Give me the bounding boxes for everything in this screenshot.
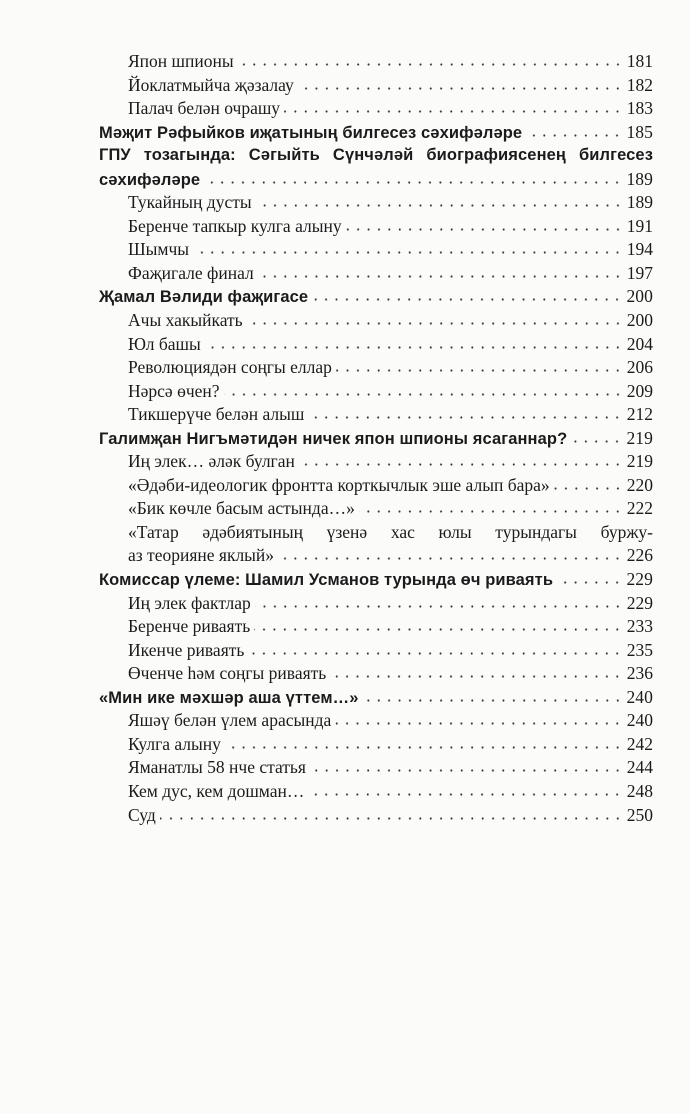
dot-leader [224, 393, 623, 396]
toc-entry-title: «Бик көчле басым астында…» [128, 498, 355, 519]
toc-subsection [99, 450, 653, 474]
dot-leader [310, 769, 623, 772]
toc-entry-title: Шымчы [128, 239, 190, 260]
dot-leader [335, 722, 622, 725]
dot-leader [193, 251, 623, 254]
toc-page-number: 185 [626, 121, 653, 142]
toc-subsection [99, 474, 653, 498]
toc-entry-title: Комиссар үлеме: Шамил Усманов турында өч риваять [99, 571, 554, 590]
dot-leader [557, 581, 622, 584]
toc-entry-title: Беренче тапкыр кулга алыну [128, 215, 342, 236]
toc-entry-title: Икенче риваять [128, 639, 245, 660]
toc-page-number: 219 [626, 427, 653, 448]
toc-page-number: 191 [626, 215, 653, 236]
dot-leader [330, 675, 622, 678]
dot-leader [312, 298, 622, 301]
toc-entry-title: Мәҗит Рәфыйков иҗатының билгесез сәхифәләре [99, 123, 523, 142]
toc-entry-title: «Мин ике мәхшәр аша үттем…» [99, 688, 359, 707]
toc-entry-title: Нәрсә өчен? [128, 380, 220, 401]
toc-page-number: 189 [626, 168, 653, 189]
toc-entry-title: сәхифәләре [99, 170, 201, 189]
toc-section [99, 285, 653, 309]
dot-leader [571, 440, 622, 443]
dot-leader [238, 63, 623, 66]
toc-entry-title: Палач белән очрашу [128, 98, 281, 119]
toc-page-number: 236 [626, 663, 653, 684]
toc-section [99, 121, 653, 145]
toc-entry-title: «Әдәби-идеологик фронтта корткычлык эше алып бара» [128, 474, 550, 495]
toc-entry-title: Фаҗигале финал [128, 262, 254, 283]
toc-page-number: 200 [626, 286, 653, 307]
dot-leader [284, 110, 623, 113]
toc-page-number: 197 [626, 262, 653, 283]
dot-leader [160, 817, 623, 820]
dot-leader [346, 228, 623, 231]
toc-entry-title: Яманатлы 58 нче статья [128, 757, 306, 778]
toc-entry-title: Кулга алыну [128, 733, 221, 754]
toc-page-number: 235 [626, 639, 653, 660]
dot-leader [205, 346, 623, 349]
toc-page-number: 209 [626, 380, 653, 401]
toc-entry-title: Юл башы [128, 333, 201, 354]
toc-entry-title: Ачы хакыйкать [128, 310, 243, 331]
toc-page-number: 240 [626, 710, 653, 731]
toc-entry-title: Йоклатмыйча җәзалау [128, 74, 294, 95]
toc-subsection [99, 733, 653, 757]
toc-subsection [99, 592, 653, 616]
dot-leader [359, 510, 623, 513]
dot-leader [225, 746, 623, 749]
toc-section [99, 686, 653, 710]
toc-subsection [99, 662, 653, 686]
dot-leader [526, 134, 622, 137]
toc-page-number: 229 [626, 592, 653, 613]
dot-leader [298, 87, 623, 90]
toc-page-number: 220 [626, 474, 653, 495]
toc-subsection [99, 97, 653, 121]
toc-page-number: 200 [626, 310, 653, 331]
toc-subsection [99, 262, 653, 286]
toc-page-number: 222 [626, 498, 653, 519]
toc-page-number: 240 [626, 686, 653, 707]
toc-entry-title: Кем дус, кем дошман… [128, 780, 305, 801]
toc-entry-title: Җамал Вәлиди фаҗигасе [99, 288, 309, 307]
toc-page-number: 244 [626, 757, 653, 778]
toc-page-number: 250 [626, 804, 653, 825]
toc-entry-title: Беренче риваять [128, 616, 251, 637]
dot-leader [258, 275, 623, 278]
toc-subsection [99, 709, 653, 733]
toc-page-number: 189 [626, 192, 653, 213]
toc-page-number: 226 [626, 545, 653, 566]
toc-entry-title: Революциядән соңгы еллар [128, 357, 332, 378]
toc-subsection [99, 309, 653, 333]
toc-subsection [99, 50, 653, 74]
toc-entry-title: Япон шпионы [128, 51, 234, 71]
toc-page-number: 229 [626, 569, 653, 590]
toc-section [99, 427, 653, 451]
toc-section-line [99, 168, 653, 192]
table-of-contents [99, 50, 653, 827]
toc-entry-title: Тикшерүче белән алыш [128, 404, 305, 425]
toc-page-number: 194 [626, 239, 653, 260]
dot-leader [247, 322, 623, 325]
toc-page-number: 183 [626, 98, 653, 119]
toc-page-number: 242 [626, 733, 653, 754]
toc-entry-title: Галимҗан Нигъмәтидән ничек япон шпионы ясаганнар? [99, 429, 568, 448]
dot-leader [255, 605, 623, 608]
toc-subsection [99, 403, 653, 427]
toc-section [99, 568, 653, 592]
toc-entry-title: Иң элек фактлар [128, 592, 251, 613]
toc-entry-title: аз теорияне яклый» [128, 545, 275, 566]
dot-leader [308, 416, 622, 419]
toc-subsection-line [99, 521, 653, 545]
toc-page-number: 233 [626, 616, 653, 637]
dot-leader [256, 204, 623, 207]
toc-subsection [99, 333, 653, 357]
toc-page-number: 206 [626, 357, 653, 378]
toc-section-line [99, 144, 653, 168]
toc-subsection [99, 215, 653, 239]
toc-subsection [99, 804, 653, 828]
dot-leader [308, 793, 622, 796]
dot-leader [554, 487, 623, 490]
toc-subsection [99, 238, 653, 262]
toc-page-number: 248 [626, 780, 653, 801]
toc-subsection [99, 380, 653, 404]
dot-leader [299, 463, 623, 466]
toc-subsection [99, 74, 653, 98]
toc-subsection [99, 639, 653, 663]
dot-leader [254, 628, 623, 631]
toc-entry-title: Яшәү белән үлем арасында [128, 710, 332, 731]
toc-entry-title: «Татар әдәбиятының үзенә хас юлы турындагы буржу- [128, 521, 653, 542]
dot-leader [248, 652, 622, 655]
toc-subsection [99, 756, 653, 780]
toc-entry-title: Суд [128, 804, 156, 825]
toc-subsection [99, 615, 653, 639]
toc-subsection [99, 191, 653, 215]
toc-page-number: 219 [626, 451, 653, 472]
dot-leader [204, 181, 622, 184]
dot-leader [363, 699, 623, 702]
dot-leader [336, 369, 623, 372]
toc-entry-title: Өченче һәм соңгы риваять [128, 663, 327, 684]
toc-entry-title: Тукайның дусты [128, 192, 252, 213]
toc-page-number: 182 [626, 74, 653, 95]
toc-subsection-line [99, 544, 653, 568]
toc-entry-title: ГПУ тозагында: Сәгыйть Сүнчәләй биографиясенең билгесез [99, 146, 653, 165]
toc-page-number: 212 [626, 404, 653, 425]
toc-page-number: 181 [626, 51, 653, 71]
dot-leader [278, 557, 623, 560]
toc-entry-title: Иң элек… әләк булган [128, 451, 295, 472]
toc-subsection [99, 780, 653, 804]
toc-subsection [99, 356, 653, 380]
toc-page-number: 204 [626, 333, 653, 354]
toc-subsection [99, 497, 653, 521]
